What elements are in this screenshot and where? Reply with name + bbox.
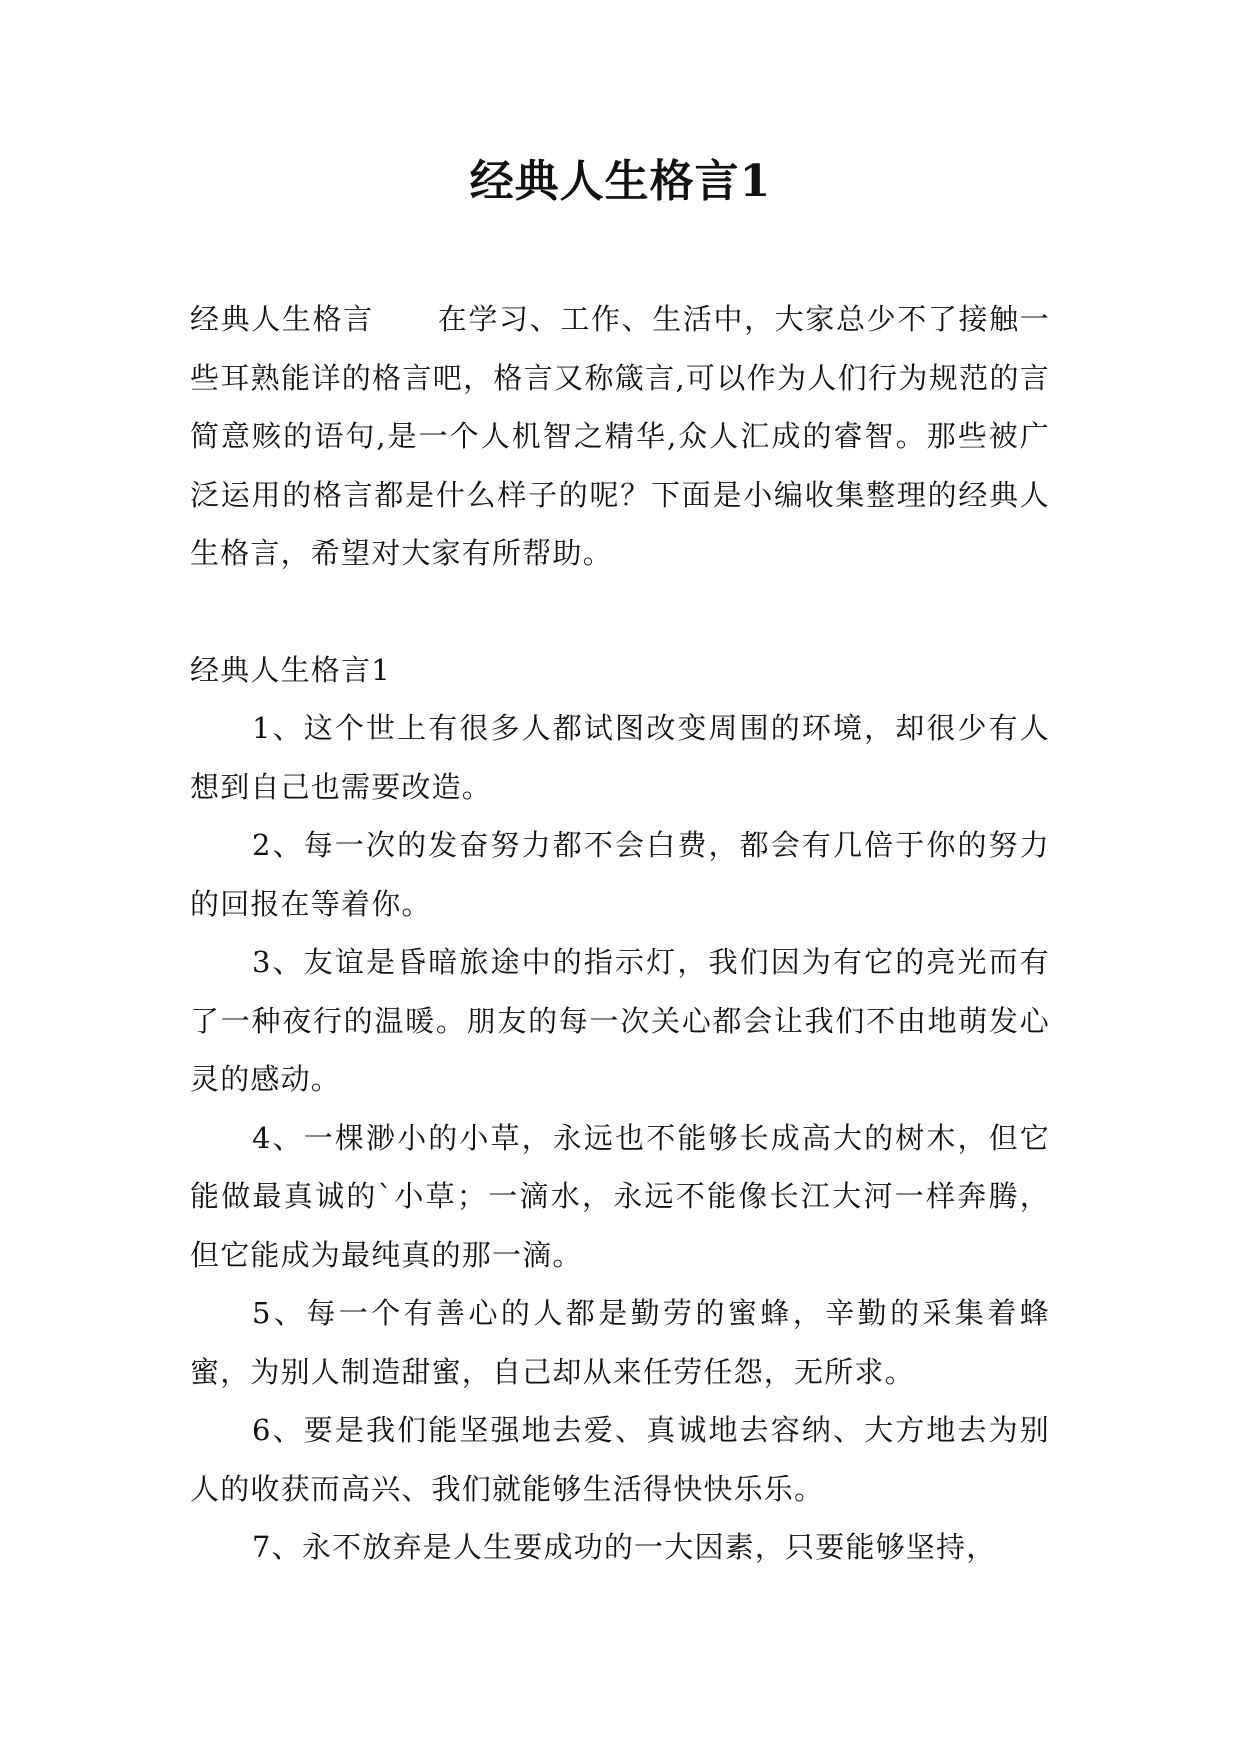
intro-text: 在学习、工作、生活中，大家总少不了接触一些耳熟能详的格言吧，格言又称箴言,可以作为人们行为规范的言简意赅的语句,是一个人机智之精华,众人汇成的睿智。那些被广泛运用的格言都是什么样子的呢？下面是小编收集整理的经典人生格言，希望对大家有所帮助。	[190, 302, 1050, 570]
quote-item: 7、永不放弃是人生要成功的一大因素，只要能够坚持，	[252, 1530, 997, 1564]
page-title: 经典人生格言1	[469, 156, 772, 207]
quote-item: 6、要是我们能坚强地去爱、真诚地去容纳、大方地去为别人的收获而高兴、我们就能够生活得快快乐乐。	[190, 1413, 1050, 1506]
quote-item: 4、一棵渺小的小草，永远也不能够长成高大的树木，但它能做最真诚的`小草；一滴水，永远不能像长江大河一样奔腾，但它能成为最纯真的那一滴。	[190, 1120, 1050, 1272]
section-heading: 经典人生格言1	[190, 652, 391, 687]
quote-item: 2、每一次的发奋努力都不会白费，都会有几倍于你的努力的回报在等着你。	[190, 828, 1050, 921]
document-body	[190, 290, 1050, 1577]
quote-item: 5、每一个有善心的人都是勤劳的蜜蜂，辛勤的采集着蜂蜜，为别人制造甜蜜，自己却从来任劳任怨，无所求。	[190, 1296, 1050, 1389]
intro-label: 经典人生格言	[190, 302, 374, 336]
quote-item: 3、友谊是昏暗旅途中的指示灯，我们因为有它的亮光而有了一种夜行的温暖。朋友的每一次关心都会让我们不由地萌发心灵的感动。	[190, 945, 1050, 1096]
spacer	[190, 583, 1050, 641]
quote-item: 1、这个世上有很多人都试图改变周围的环境，却很少有人想到自己也需要改造。	[190, 711, 1050, 804]
intro-paragraph	[190, 290, 1050, 583]
